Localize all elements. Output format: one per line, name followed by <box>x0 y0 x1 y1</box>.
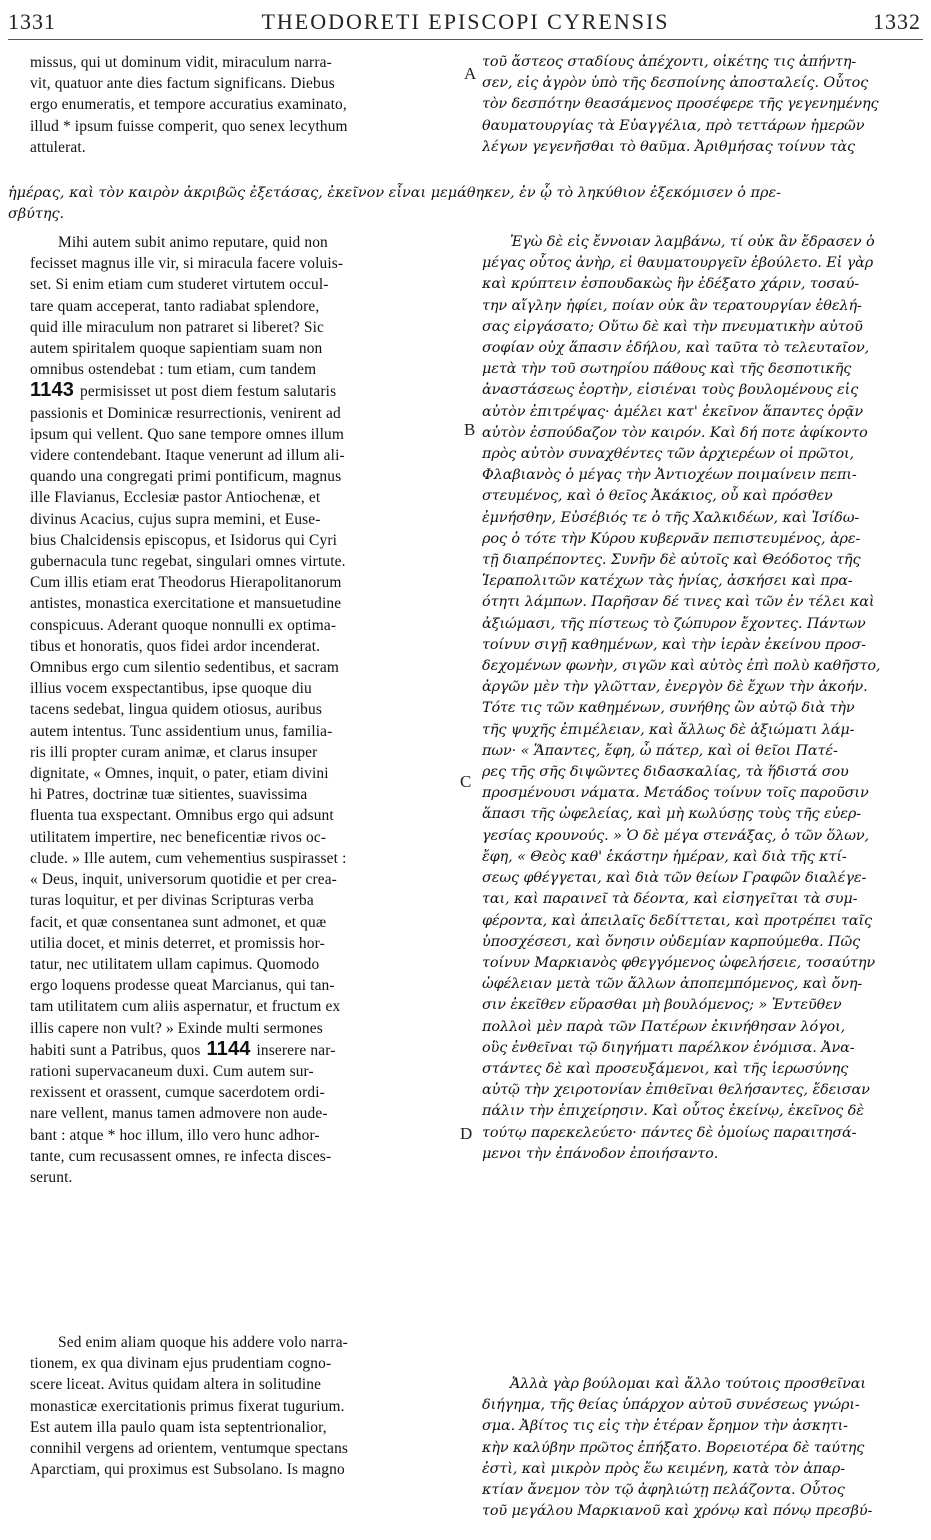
text-line: omnibus ostendebat : tum etiam, cum tandem <box>30 361 317 379</box>
text-line: θαυματουργίας τὰ Εὐαγγέλια, πρὸ τεττάρων ἡμερῶν <box>482 117 865 134</box>
text-line: passionis et Dominicæ resurrectionis, venirent ad <box>30 404 341 422</box>
text-line: ἔφη, « Θεὸς καθ' ἑκάστην ἡμέραν, καὶ διὰ τῆς κτί- <box>482 848 847 865</box>
text-line: στευμένος, καὶ ὁ θεῖος Ἀκάκιος, οὗ καὶ πρόσθεν <box>482 488 833 505</box>
text-line: facit, et quæ consentanea sunt admonet, et quæ <box>30 913 327 931</box>
text-line: ἅπασι τῆς ὠφελείας, καὶ μὴ κωλύσῃς τοὺς τῆς εὐερ- <box>482 806 861 823</box>
text-line: serunt. <box>30 1168 73 1186</box>
text-line: tionem, ex qua divinam ejus prudentiam cogno- <box>30 1355 332 1373</box>
section-marker-a: A <box>464 64 477 83</box>
numbered-line-1144 <box>30 1039 454 1061</box>
text-line: Ἐγὼ δὲ εἰς ἔννοιαν λαμβάνω, τί οὐκ ἂν ἔδρασεν ὁ <box>510 234 875 250</box>
text-line: ipsum qui vellent. Quo sane tempore omnes illum <box>30 425 344 443</box>
text-line: στάντες δὲ καὶ προσευξάμενοι, καὶ τῆς ἱερωσύνης <box>482 1060 849 1077</box>
text-line: πάλιν τὴν ἐπιχείρησιν. Καὶ οὗτος ἐκείνῳ, ἐκεῖνος δὲ <box>482 1103 864 1120</box>
text-line: ἐστὶ, καὶ μικρὸν πρὸς ἕω κειμένη, κατὰ τὸν ἀπαρ- <box>482 1460 845 1477</box>
numbered-line-1143 <box>30 380 454 402</box>
text-line: utilia docet, et minis deterret, et promissis hor- <box>30 934 325 952</box>
text-line: κτίαν ἄνεμον τὸν τῷ ἀφηλιώτῃ πελάζοντα. Οὗτος <box>482 1482 845 1499</box>
text-line: τῇ διαπρέποντες. Συνῆν δὲ αὐτοῖς καὶ Θεόδοτος τῆς <box>482 552 861 569</box>
text-line: Ἀλλὰ γὰρ βούλομαι καὶ ἄλλο τούτοις προσθεῖναι <box>510 1376 866 1392</box>
text-line: Est autem illa paulo quam ista septentrionalior, <box>30 1418 327 1436</box>
text-line: Τότε τις τῶν καθημένων, συνήθης ὢν αὐτῷ διὰ τὴν <box>482 700 855 717</box>
text-line: gubernacula tunc regebat, singulari omnes virtute. <box>30 553 346 571</box>
text-line: οὓς ἐνθεῖναι τῷ διηγήματι παρέλκον ἐνόμισα. Ἀνα- <box>482 1039 855 1056</box>
running-title: THEODORETI EPISCOPI CYRENSIS <box>261 9 670 34</box>
text-line: κὴν καλύβην πρῶτος ἐπήξατο. Βορειοτέρα δὲ ταύτης <box>482 1439 865 1456</box>
text-line: ille Flavianus, Ecclesiæ pastor Antiochenæ, et <box>30 489 321 507</box>
text-line: hi Patres, doctrinæ tuæ sitientes, suavissima <box>30 786 308 804</box>
text-line: Cum illis etiam erat Theodorus Hierapolitanorum <box>30 574 342 592</box>
text-line: σβύτης. <box>8 206 65 222</box>
text-line: vit, quatuor ante dies factum significans. Diebus <box>30 75 335 93</box>
text-line: connihil vergens ad orientem, ventumque spectans <box>30 1440 349 1458</box>
text-line: tam utilitatem cum aliis aspernatur, et fructum ex <box>30 998 341 1016</box>
text-line: ἀξιώμασι, τῆς πίστεως τὸ ζώπυρον ἔχοντες. Πάντων <box>482 615 866 632</box>
section-marker-c: C <box>460 772 472 791</box>
text-line: rexissent et orassent, cumque sacerdotem ordi- <box>30 1084 325 1102</box>
text-line: divinus Acacius, cujus supra memini, et Euse- <box>30 510 321 528</box>
latin-main-paragraph <box>30 232 454 1188</box>
text-line: πων· « Ἅπαντες, ἔφη, ὦ πάτερ, καὶ οἱ θεῖοι Πατέ- <box>482 742 838 759</box>
text-line: autem spiritalem quoque sapientiam suam non <box>30 340 323 358</box>
text-line: αὐτῷ τὴν χειροτονίαν ἐπιθεῖναι θελήσαντες, ἔδεισαν <box>482 1082 870 1099</box>
text-line: tacens sedebat, lingua quidem otiosus, auribus <box>30 701 322 719</box>
text-fragment: inserere nar- <box>256 1041 336 1059</box>
text-line: τοίνυν Μαρκιανὸς φθεγγόμενος ὠφελήσειε, τοσαύτην <box>482 954 876 971</box>
text-line: autem intentus. Tunc assidentium unus, familia- <box>30 722 333 740</box>
header-rule <box>8 39 923 40</box>
page-header <box>0 3 931 41</box>
text-line: turas loquitur, et per divinas Scripturas verba <box>30 892 314 910</box>
text-line: Φλαβιανὸς ὁ μέγας τὴν Ἀντιοχέων ποιμαίνειν πεπι- <box>482 467 857 484</box>
greek-last-paragraph <box>482 1374 905 1522</box>
text-line: tatur, nec utilitatem ullam capimus. Quomodo <box>30 955 320 973</box>
text-line: ρες τῆς σῆς διψῶντες διδασκαλίας, τὰ ἥδιστά σου <box>482 764 849 781</box>
text-line: σεν, εἰς ἀγρὸν ὑπὸ τῆς δεσποίνης ἀποσταλείς. Οὗτος <box>482 75 869 92</box>
text-line: illud * ipsum fuisse comperit, quo senex lecythum <box>30 117 348 135</box>
text-line: λέγων γεγενῆσθαι τὸ θαῦμα. Ἀριθμήσας τοίνυν τὰς <box>482 138 855 155</box>
text-line: σμα. Ἀβίτος τις εἰς τὴν ἑτέραν ἔρημον τὴν ἀσκητι- <box>482 1418 848 1435</box>
text-line: Omnibus ergo cum silentio sedentibus, et sacram <box>30 659 339 677</box>
text-line: dignitate, « Omnes, inquit, o pater, etiam divini <box>30 765 329 783</box>
text-line: δεχομένων φωνὴν, σιγῶν καὶ αὐτὸς ἐπὶ πολὺ καθῆστο, <box>482 658 881 675</box>
greek-spanning-lines <box>8 183 923 225</box>
text-line: φέροντα, καὶ ἀπειλαῖς δεδίττεται, καὶ προτρέπει ταῖς <box>482 912 873 929</box>
text-line: ται, καὶ παραινεῖ τὰ δέοντα, καὶ εἰσηγεῖται τὰ συμ- <box>482 891 858 908</box>
text-line: διήγημα, τῆς θείας ὑπάρχον αὐτοῦ συνέσεως γνώρι- <box>482 1397 860 1414</box>
text-line: γεσίας κρουνούς. » Ὁ δὲ μέγα στενάξας, ὁ τῶν ὅλων, <box>482 827 869 844</box>
section-marker-b: B <box>464 420 476 439</box>
text-line: Aparctiam, qui proximus est Subsolano. Is magno <box>30 1461 345 1479</box>
text-line: fluenta tua exspectant. Omnibus ergo qui adsunt <box>30 807 334 825</box>
greek-main-paragraph <box>482 232 905 1165</box>
text-line: antistes, monastica exercitatione et mansuetudine <box>30 595 342 613</box>
left-column-number: 1331 <box>8 9 56 34</box>
text-line: μενοι τὴν ἐπάνοδον ἐποιήσαντο. <box>482 1145 719 1162</box>
text-line: μετὰ τὴν τοῦ σωτηρίου πάθους καὶ τῆς δεσποτικῆς <box>482 361 852 378</box>
text-line: clude. » Ille autem, cum vehementius suspirasset : <box>30 849 347 867</box>
text-line: Mihi autem subit animo reputare, quid non <box>58 234 328 251</box>
text-line: illis capere non vult? » Exinde multi sermones <box>30 1019 323 1037</box>
text-fragment: permisisset ut post diem festum salutaris <box>80 383 337 401</box>
text-line: ἐμνήσθην, Εὐσέβιός τε ὁ τῆς Χαλκιδέων, καὶ Ἰσίδω- <box>482 509 860 526</box>
text-line: videre contendebant. Itaque venerunt ad illum ali- <box>30 447 345 465</box>
text-line: rationi supervacaneum duxi. Cum autem sur- <box>30 1062 314 1080</box>
text-line: « Deus, inquit, universorum quotidie et per crea- <box>30 871 337 889</box>
latin-last-paragraph <box>30 1332 454 1480</box>
greek-top-paragraph <box>482 52 905 158</box>
latin-top-paragraph <box>30 52 454 158</box>
text-line: τοῦ ἄστεος σταδίους ἀπέχοντι, οἰκέτης τις ἀπήντη- <box>482 54 857 70</box>
text-line: ris illi propter curam animæ, et clarus insuper <box>30 743 318 761</box>
text-line: την αἴγλην ἠφίει, ποίαν οὐκ ἂν τερατουργίαν ἐθελή- <box>482 297 862 314</box>
text-line: monasticæ exercitationis primus fixerat tugurium. <box>30 1397 345 1415</box>
text-line: τοίνυν σιγῇ καθημένων, καὶ τὴν ἱερὰν ἐκείνου προσ- <box>482 636 866 653</box>
text-fragment: habiti sunt a Patribus, quos <box>30 1041 201 1059</box>
marginal-number-1143: 1143 <box>30 380 74 402</box>
text-line: καὶ κρύπτειν ἐσπουδακὼς ἣν ἐδέξατο χάριν, τοσαύ- <box>482 276 860 293</box>
text-line: tibus et honoratis, quos fidei ardor incenderat. <box>30 637 321 655</box>
text-line: scere liceat. Avitus quidam altera in solitudine <box>30 1376 322 1394</box>
text-line: tare quam acceperat, tanto radiabat splendore, <box>30 297 320 315</box>
text-line: πολλοὶ μὲν παρὰ τῶν Πατέρων ἐκινήθησαν λόγοι, <box>482 1018 846 1035</box>
text-line: conspicuus. Aderant quoque nonnulli ex optima- <box>30 616 337 634</box>
text-line: ἡμέρας, καὶ τὸν καιρὸν ἀκριβῶς ἐξετάσας, ἐκεῖνον εἶναι μεμάθηκεν, ἐν ᾧ τὸ ληκύθιον ἐξεκόμισεν ὁ πρε- <box>8 185 782 201</box>
text-line: bius Chalcidensis episcopus, et Isidorus qui Cyri <box>30 531 338 549</box>
text-line: quid ille miraculum non patraret si liberet? Sic <box>30 318 324 336</box>
text-line: bant : atque * hoc illum, illo vero hunc adhor- <box>30 1126 320 1144</box>
text-line: ergo enumeratis, et tempore accuratius examinato, <box>30 96 347 114</box>
text-line: ἀργῶν μὲν τὴν γλῶτταν, ἐνεργὸν δὲ ἔχων τὴν ἀκοήν. <box>482 679 868 696</box>
text-line: προσμένουσι νάματα. Μετάδος τοίνυν τοῖς παροῦσιν <box>482 785 869 802</box>
text-line: ρος ὁ τότε τὴν Κύρου κυβερνᾶν πεπιστευμένος, ἀρε- <box>482 530 861 547</box>
text-line: πρὸς αὐτὸν συναχθέντες τῶν ἀρχιερέων οἱ πρῶτοι, <box>482 446 855 463</box>
text-line: τῆς ψυχῆς ἐπιμέλειαν, καὶ ἄλλως δὲ ἀξιώματι λάμ- <box>482 721 855 738</box>
text-line: τούτῳ παρεκελεύετο· πάντες δὲ ὁμοίως παραιτησά- <box>482 1124 857 1141</box>
text-line: αὐτὸν ἐπιτρέψας· ἀμέλει κατ' ἐκεῖνον ἅπαντες ὁρᾷν <box>482 403 863 420</box>
text-line: μέγας οὗτος ἀνὴρ, εἰ θαυματουργεῖν ἐβούλετο. Εἰ γὰρ <box>482 255 874 272</box>
text-line: quando una congregati primi pontificum, magnus <box>30 468 342 486</box>
text-line: tante, cum recusassent omnes, re infecta disces- <box>30 1147 332 1165</box>
text-line: Ἱεραπολιτῶν κατέχων τὰς ἡνίας, ἀσκήσει καὶ πρα- <box>482 573 853 590</box>
text-line: ὑποσχέσεσι, καὶ ὄνησιν οὐδεμίαν καρπούμεθα. Πῶς <box>482 933 861 950</box>
text-line: τοῦ μεγάλου Μαρκιανοῦ καὶ χρόνῳ καὶ πόνῳ πρεσβύ- <box>482 1503 873 1520</box>
text-line: illius vocem exspectantibus, ipse quoque diu <box>30 680 312 698</box>
text-line: ὠφέλειαν μετὰ τῶν ἄλλων ἀποπεμπόμενος, καὶ ὄνη- <box>482 976 863 993</box>
text-line: αὐτὸν ἐσπούδαζον τὸν καιρόν. Καὶ δή ποτε ἀφίκοντο <box>482 424 868 441</box>
text-line: ότητι λάμπων. Παρῆσαν δέ τινες καὶ τῶν ἐν τέλει καὶ <box>482 594 875 611</box>
text-line: σιν ἐκεῖθεν εὕρασθαι μὴ βουλόμενος; » Ἐντεῦθεν <box>482 997 842 1014</box>
text-line: σας εἰργάσατο; Οὕτω δὲ καὶ τὴν πνευματικὴν αὐτοῦ <box>482 318 863 335</box>
text-line: σοφίαν οὐχ ἅπασιν ἐδήλου, καὶ ταῦτα τὸ τελευταῖον, <box>482 340 870 357</box>
text-line: nare vellent, manus tamen admovere non aude- <box>30 1105 328 1123</box>
right-column-number: 1332 <box>873 9 921 34</box>
text-line: attulerat. <box>30 138 86 156</box>
text-line: Sed enim aliam quoque his addere volo narra- <box>58 1334 348 1351</box>
text-line: set. Si enim etiam cum studeret virtutem occul- <box>30 276 329 294</box>
text-line: fecisset magnus ille vir, si miracula facere voluis- <box>30 255 344 273</box>
text-line: ἀναστάσεως ἑορτὴν, εἰσιέναι τοὺς βουλομένους εἰς <box>482 382 859 399</box>
text-line: missus, qui ut dominum vidit, miraculum narra- <box>30 54 332 71</box>
section-marker-d: D <box>460 1124 473 1143</box>
text-line: ergo loquens prodesse queat Marcianus, qui tan- <box>30 977 335 995</box>
text-line: σεως φθέγγεται, καὶ διὰ τῶν θείων Γραφῶν διαλέγε- <box>482 870 867 887</box>
marginal-number-1144: 1144 <box>206 1038 251 1060</box>
text-line: τὸν δεσπότην θεασάμενος προσέφερε τῆς γεγενημένης <box>482 96 879 113</box>
text-line: utilitatem impertire, nec beneficentiæ rivos oc- <box>30 828 327 846</box>
